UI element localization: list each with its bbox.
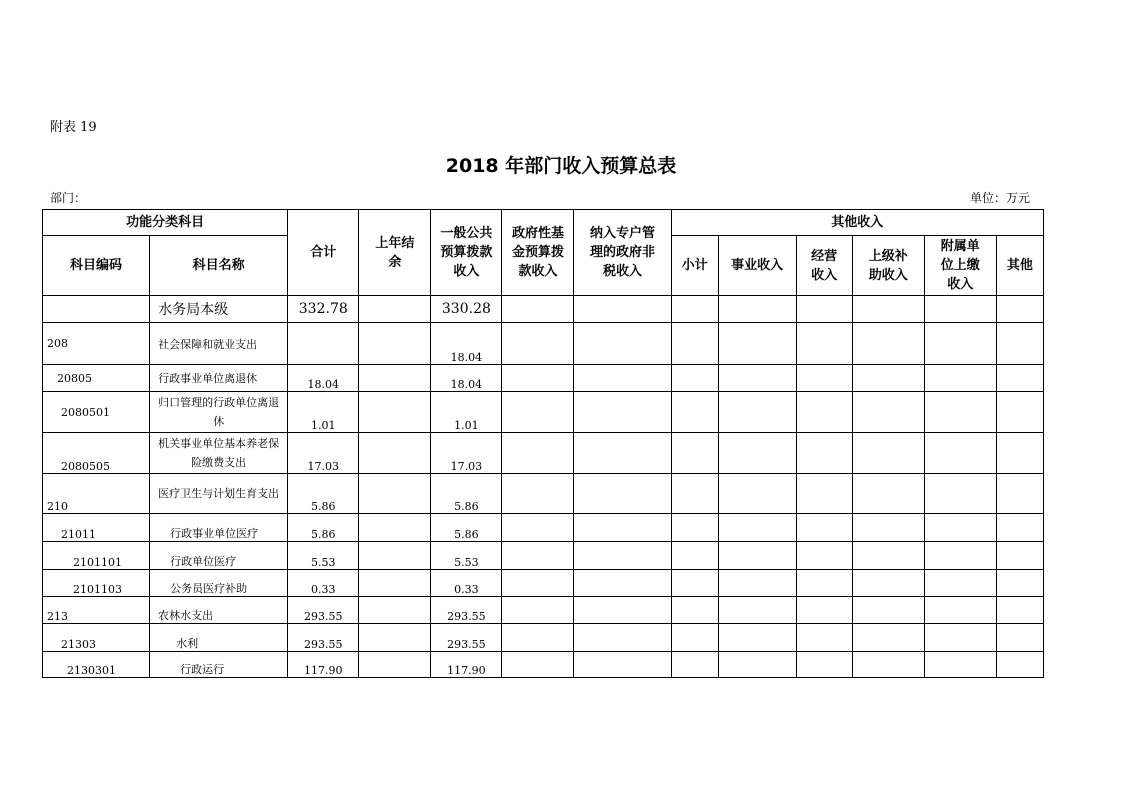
cell-total: 5.53: [288, 542, 359, 570]
cell-code: 208: [43, 323, 150, 365]
header-name: 科目名称: [150, 236, 288, 296]
cell-general: 293.55: [431, 597, 502, 624]
header-other: 其他: [996, 236, 1043, 296]
cell-name: 水利: [150, 624, 288, 652]
header-total: 合计: [288, 210, 359, 296]
cell-name: 归口管理的行政单位离退休: [150, 392, 288, 433]
cell-name: 行政事业单位医疗: [150, 514, 288, 542]
cell-name: 行政单位医疗: [150, 542, 288, 570]
cell-general: 18.04: [431, 323, 502, 365]
page-title: 2018 年部门收入预算总表: [445, 155, 677, 177]
header-fund: 政府性基金预算拨款收入: [502, 210, 574, 296]
department-label: 部门：: [50, 191, 87, 205]
cell-code: 21303: [43, 624, 150, 652]
header-general: 一般公共预算拨款收入: [431, 210, 502, 296]
table-row: [43, 514, 1044, 542]
table-row: [43, 570, 1044, 597]
table-row: [43, 597, 1044, 624]
header-other-group: 其他收入: [671, 210, 1043, 236]
table-row: [43, 392, 1044, 433]
table-row: [43, 296, 1044, 323]
header-subsidy: 上级补助收入: [852, 236, 924, 296]
header-special: 纳入专户管理的政府非税收入: [574, 210, 671, 296]
budget-table: [42, 209, 1044, 678]
cell-general: 18.04: [431, 365, 502, 392]
cell-name: 农林水支出: [150, 597, 288, 624]
cell-code: 2101101: [43, 542, 150, 570]
cell-total: 293.55: [288, 597, 359, 624]
cell-general: 17.03: [431, 433, 502, 474]
cell-name: 社会保障和就业支出: [150, 323, 288, 365]
cell-general: 5.53: [431, 542, 502, 570]
appendix-label: 附表 19: [50, 120, 97, 135]
table-row: [43, 652, 1044, 678]
header-operating: 经营收入: [796, 236, 852, 296]
table-row: [43, 474, 1044, 514]
cell-code: 2080501: [43, 392, 150, 433]
cell-total: 5.86: [288, 474, 359, 514]
table-row: [43, 433, 1044, 474]
header-carryover: 上年结余: [359, 210, 431, 296]
cell-code: 2101103: [43, 570, 150, 597]
cell-code: 213: [43, 597, 150, 624]
table-row: [43, 365, 1044, 392]
cell-total: 117.90: [288, 652, 359, 678]
cell-code: 20805: [43, 365, 150, 392]
cell-name: 医疗卫生与计划生育支出: [150, 474, 288, 514]
cell-general: 0.33: [431, 570, 502, 597]
cell-general: 293.55: [431, 624, 502, 652]
unit-label: 单位：万元: [970, 191, 1031, 205]
cell-total: 18.04: [288, 365, 359, 392]
cell-total: 1.01: [288, 392, 359, 433]
cell-code: 21011: [43, 514, 150, 542]
cell-general: 117.90: [431, 652, 502, 678]
cell-general: 5.86: [431, 474, 502, 514]
cell-name: 水务局本级: [150, 296, 288, 323]
table-row: [43, 542, 1044, 570]
cell-general: 5.86: [431, 514, 502, 542]
header-business: 事业收入: [718, 236, 796, 296]
cell-name: 公务员医疗补助: [150, 570, 288, 597]
cell-code: [43, 296, 150, 323]
header-func-group: 功能分类科目: [43, 210, 288, 236]
cell-total: 17.03: [288, 433, 359, 474]
cell-total: 5.86: [288, 514, 359, 542]
cell-general: 1.01: [431, 392, 502, 433]
cell-code: 2130301: [43, 652, 150, 678]
cell-code: 210: [43, 474, 150, 514]
header-affiliated: 附属单位上缴收入: [924, 236, 996, 296]
cell-name: 机关事业单位基本养老保险缴费支出: [150, 433, 288, 474]
header-code: 科目编码: [43, 236, 150, 296]
cell-code: 2080505: [43, 433, 150, 474]
cell-name: 行政运行: [150, 652, 288, 678]
cell-general: 330.28: [431, 296, 502, 323]
cell-total: 0.33: [288, 570, 359, 597]
cell-total: 332.78: [288, 296, 359, 323]
cell-total: [288, 323, 359, 365]
header-subtotal: 小计: [671, 236, 718, 296]
cell-name: 行政事业单位离退休: [150, 365, 288, 392]
cell-total: 293.55: [288, 624, 359, 652]
table-row: [43, 624, 1044, 652]
table-row: [43, 323, 1044, 365]
